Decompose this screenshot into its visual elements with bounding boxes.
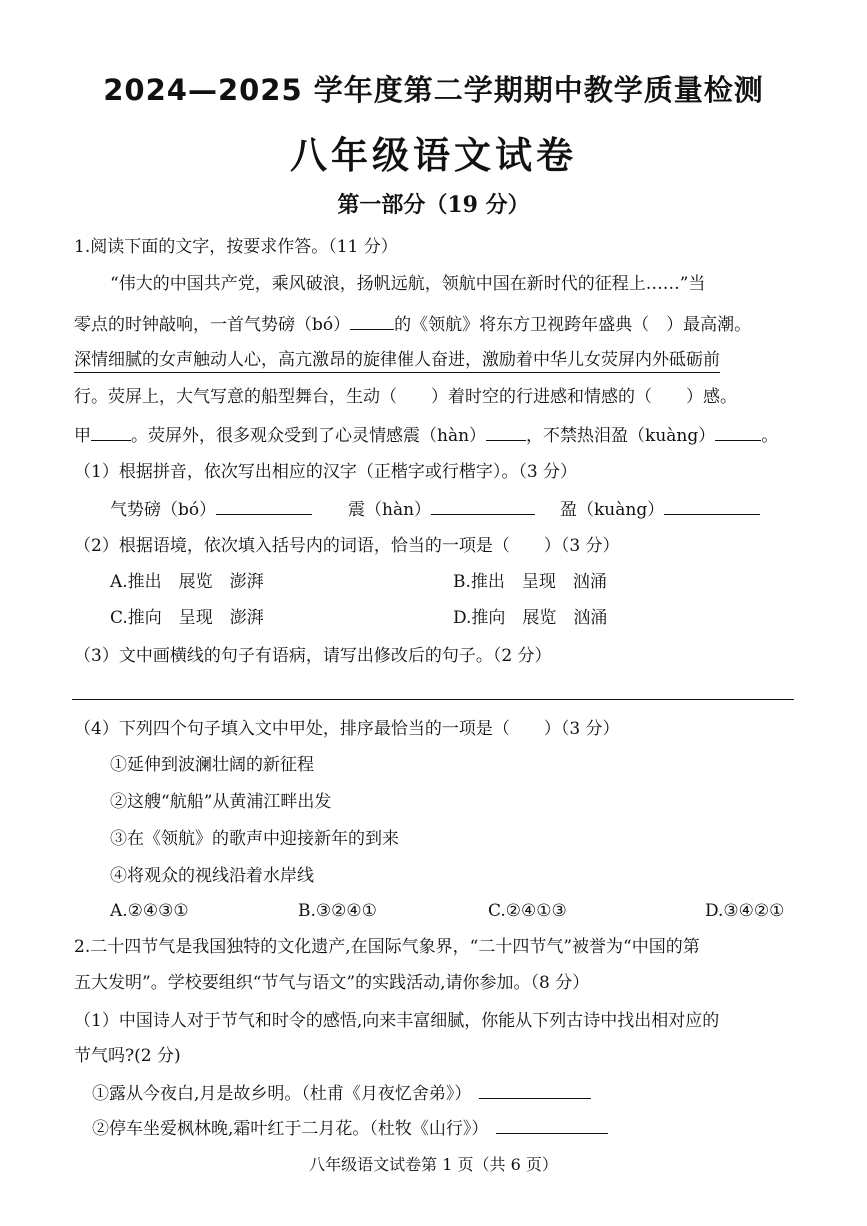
q1-para-line-1: “伟大的中国共产党，乘风破浪，扬帆远航，领航中国在新时代的征程上……”当 xyxy=(110,274,706,294)
q1-stem: 1.阅读下面的文字，按要求作答。（11 分） xyxy=(74,237,398,257)
exam-title: 2024—2025 学年度第二学期期中教学质量检测 xyxy=(103,73,764,107)
q1-para-line-2 xyxy=(74,313,751,336)
q1-blank-han[interactable] xyxy=(486,424,526,441)
q1-sub1-answer-a xyxy=(110,498,312,521)
q1-blank-bo[interactable] xyxy=(350,313,394,330)
q1-sub1-blank-b[interactable] xyxy=(431,498,535,515)
q1-sub4-item-4: ④将观众的视线沿着水岸线 xyxy=(110,866,314,886)
q1-para-line-3 xyxy=(74,349,720,371)
q1-sub1-label-b: 震（hàn） xyxy=(348,500,432,520)
q1-para-line-4: 行。荧屏上，大气写意的船型舞台，生动（ ）着时空的行进感和情感的（ ）感。 xyxy=(74,387,737,407)
q1-para-line-5-c: ，不禁热泪盈（kuàng） xyxy=(526,426,716,446)
q1-sub4-option-d[interactable]: D.③④②① xyxy=(705,901,785,921)
q2-sub1-blank-2[interactable] xyxy=(496,1117,608,1134)
q1-sub4-option-a[interactable]: A.②④③① xyxy=(110,901,189,921)
q1-sub4-option-c[interactable]: C.②④①③ xyxy=(488,901,567,921)
q2-sub1-question-line-2: 节气吗?(2 分) xyxy=(74,1046,181,1066)
q1-sub4-item-1: ①延伸到波澜壮阔的新征程 xyxy=(110,755,314,775)
q2-stem-line-1: 2.二十四节气是我国独特的文化遗产,在国际气象界，“二十四节气”被誉为“中国的第 xyxy=(74,937,700,957)
q1-blank-jia[interactable] xyxy=(91,424,131,441)
q1-sub1-label-a: 气势磅（bó） xyxy=(110,500,217,520)
page-footer: 八年级语文试卷第 1 页（共 6 页） xyxy=(309,1155,558,1174)
section-heading: 第一部分（19 分） xyxy=(337,192,530,218)
q1-para-line-5-a: 甲 xyxy=(74,426,91,446)
q1-para-line-2-a: 零点的时钟敲响，一首气势磅（bó） xyxy=(74,315,351,335)
q2-sub1-poem-1-text: ①露从今夜白,月是故乡明。（杜甫《月夜忆舍弟》） xyxy=(92,1084,472,1104)
q1-sub3-answer-line[interactable] xyxy=(72,699,794,700)
q1-para-line-5-b: 。荧屏外，很多观众受到了心灵情感震（hàn） xyxy=(131,426,487,446)
q1-sub2-option-c[interactable]: C.推向 呈现 澎湃 xyxy=(110,608,264,628)
q1-sub4-item-2: ②这艘“航船”从黄浦江畔出发 xyxy=(110,792,332,812)
q1-sub3-question: （3）文中画横线的句子有语病，请写出修改后的句子。（2 分） xyxy=(74,646,552,666)
q1-para-line-2-b: 的《领航》将东方卫视跨年盛典（ ）最高潮。 xyxy=(394,315,752,335)
q1-sub1-question: （1）根据拼音，依次写出相应的汉字（正楷字或行楷字）。（3 分） xyxy=(74,462,578,482)
q1-sub4-option-b[interactable]: B.③②④① xyxy=(298,901,377,921)
q1-sub4-question: （4）下列四个句子填入文中甲处，排序最恰当的一项是（ ）（3 分） xyxy=(74,719,620,739)
q2-stem-line-2: 五大发明”。学校要组织“节气与语文”的实践活动,请你参加。（8 分） xyxy=(74,973,590,993)
q1-sub1-answer-b xyxy=(348,498,535,521)
q1-sub1-answer-c xyxy=(560,498,760,521)
q2-sub1-poem-2 xyxy=(92,1117,608,1140)
q2-sub1-poem-2-text: ②停车坐爱枫林晚,霜叶红于二月花。（杜牧《山行》） xyxy=(92,1119,489,1139)
q1-sub2-question: （2）根据语境，依次填入括号内的词语，恰当的一项是（ ）（3 分） xyxy=(74,536,620,556)
q2-sub1-poem-1 xyxy=(92,1082,591,1105)
q1-underlined-sentence: 深情细腻的女声触动人心，高亢激昂的旋律催人奋进，激励着中华儿女荧屏内外砥砺前 xyxy=(74,350,720,373)
q1-sub1-blank-c[interactable] xyxy=(664,498,760,515)
q1-sub2-option-b[interactable]: B.推出 呈现 汹涌 xyxy=(453,572,607,592)
q1-sub1-blank-a[interactable] xyxy=(216,498,312,515)
exam-subtitle: 八年级语文试卷 xyxy=(290,134,577,177)
q1-sub1-label-c: 盈（kuàng） xyxy=(560,500,665,520)
q1-para-line-5 xyxy=(74,424,778,447)
q1-sub4-item-3: ③在《领航》的歌声中迎接新年的到来 xyxy=(110,829,399,849)
q2-sub1-question-line-1: （1）中国诗人对于节气和时令的感悟,向来丰富细腻，你能从下列古诗中找出相对应的 xyxy=(74,1011,720,1031)
q1-para-line-5-d: 。 xyxy=(761,426,779,446)
q2-sub1-blank-1[interactable] xyxy=(479,1082,591,1099)
q1-sub2-option-a[interactable]: A.推出 展览 澎湃 xyxy=(110,572,264,592)
q1-blank-kuang[interactable] xyxy=(715,424,761,441)
q1-sub2-option-d[interactable]: D.推向 展览 汹涌 xyxy=(453,608,608,628)
